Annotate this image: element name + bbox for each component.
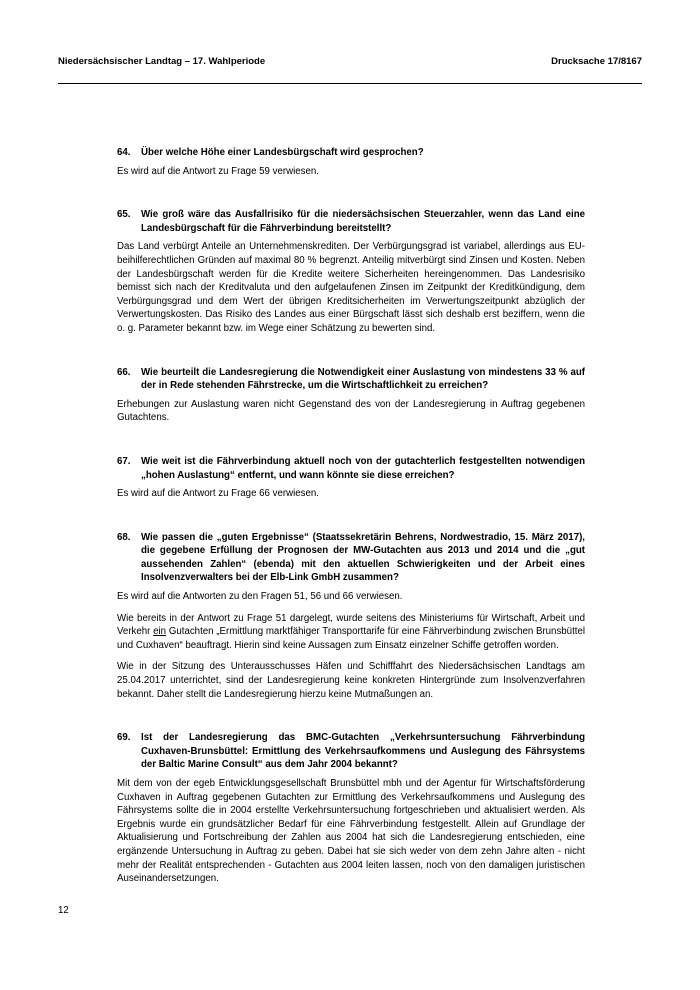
emphasis-text: ein	[153, 626, 167, 638]
question	[117, 146, 585, 160]
answer-paragraph: Es wird auf die Antworten zu den Fragen 51, 56 und 66 verwiesen.	[117, 591, 403, 603]
question-text: Wie beurteilt die Landesregierung die Notwendigkeit einer Auslastung von mindestens 33 % auf der in Rede stehenden Fährstrecke, um die Wirtschaftlichkeit zu erreichen?	[141, 366, 585, 392]
header-title: Niedersächsischer Landtag – 17. Wahlperiode	[58, 56, 266, 67]
qa-item-66	[117, 366, 585, 425]
question-number: 65.	[117, 209, 131, 221]
question	[117, 208, 585, 235]
answer-text: Wie bereits in der Antwort zu Frage 51 dargelegt, wurde seitens des Ministeriums für Wirtschaft, Arbeit und Verkehr	[117, 612, 585, 638]
question-text: Ist der Landesregierung das BMC-Gutachten „Verkehrsuntersuchung Fährverbindung Cuxhaven-Brunsbüttel: Ermittlung des Verkehrsaufkommens und Auslegung des Fährsystems der Baltic Marine Consult“ aus dem Jahr 2004 bekannt?	[141, 732, 585, 771]
page-header	[58, 56, 642, 70]
question	[117, 455, 585, 482]
answer-paragraph: Erhebungen zur Auslastung waren nicht Gegenstand des von der Landesregierung in Auftrag gegebenen Gutachtens.	[117, 398, 585, 424]
question-number: 66.	[117, 366, 131, 378]
qa-item-64	[117, 146, 585, 178]
question-number: 68.	[117, 531, 131, 543]
answer-paragraph: Es wird auf die Antwort zu Frage 66 verwiesen.	[117, 488, 319, 500]
answer-paragraph: Es wird auf die Antwort zu Frage 59 verwiesen.	[117, 165, 319, 177]
qa-item-68	[117, 531, 585, 702]
question	[117, 366, 585, 393]
answer-text: Gutachten „Ermittlung marktfähiger Transporttarife für eine Fährverbindung zwischen Brunsbüttel und Cuxhaven“ beauftragt. Hierin sind keine Aussagen zum Einsatz einzelner Schiffe getroffen worden.	[117, 626, 585, 651]
qa-item-67	[117, 455, 585, 501]
qa-item-69	[117, 731, 585, 886]
question-text: Über welche Höhe einer Landesbürgschaft wird gesprochen?	[141, 147, 424, 158]
answer-paragraph	[117, 612, 585, 653]
question	[117, 531, 585, 585]
answer-paragraph: Das Land verbürgt Anteile an Unternehmenskrediten. Der Verbürgungsgrad ist variabel, allerdings aus EU-beihilferechtlichen Gründen auf maximal 80 % begrenzt. Anteilig mitverbürgt sind Zinsen und Kosten. Neben der Landesbürgschaft werden für die Kredite weitere Sicherheiten hereingenommen. Das Landesrisiko bemisst sich nach der Kreditvaluta und den aufgelaufenen Zinsen im Zeitpunkt der Kreditkündigung, dem Verbürgungsgrad und dem Wert der übrigen Kreditsicherheiten im Verwertungszeitpunkt abzüglich der Verwertungskosten. Das Risiko des Landes aus einer Bürgschaft lässt sich deshalb erst beziffern, wenn die o. g. Parameter bekannt bzw. im Wege einer Schätzung zu bewerten sind.	[117, 241, 585, 334]
question-text: Wie groß wäre das Ausfallrisiko für die niedersächsischen Steuerzahler, wenn das Land eine Landesbürgschaft für die Fährverbindung bereitstellt?	[141, 209, 585, 234]
question-number: 67.	[117, 455, 131, 467]
document-number: Drucksache 17/8167	[551, 56, 642, 67]
question-number: 69.	[117, 732, 131, 744]
question	[117, 731, 585, 772]
qa-item-65	[117, 208, 585, 335]
question-text: Wie passen die „guten Ergebnisse“ (Staatssekretärin Behrens, Nordwestradio, 15. März 2017), die gegebene Erfüllung der Prognosen der MW-Gutachten aus 2013 und 2014 und die „gut aussehenden Zahlen“ (ebenda) mit den aktuellen Schwierigkeiten und der Arbeit eines Insolvenzverwalters bei der Elb-Link GmbH zusammen?	[141, 531, 585, 584]
page-number: 12	[58, 905, 69, 916]
question-number: 64.	[117, 147, 131, 158]
answer-paragraph: Wie in der Sitzung des Unterausschusses Häfen und Schifffahrt des Niedersächsischen Landtags am 25.04.2017 unterrichtet, sind der Landesregierung keine konkreten Hintergründe zum Insolvenzverfahren bekannt. Daher stellt die Landesregierung hierzu keine Mutmaßungen an.	[117, 661, 585, 700]
document-body	[117, 146, 585, 916]
question-text: Wie weit ist die Fährverbindung aktuell noch von der gutachterlich festgestellten notwendigen „hohen Auslastung“ entfernt, und wann könnte sie diese erreichen?	[141, 455, 585, 481]
answer-paragraph: Mit dem von der egeb Entwicklungsgesellschaft Brunsbüttel mbh und der Agentur für Wirtschaftsförderung Cuxhaven in Auftrag gegebenen Gutachten zur Ermittlung des Verkehrsaufkommens und Auslegung des Fährsystems sollte die in 2004 erstellte Verkehrsuntersuchung fortgeschrieben und aktualisiert werden. Als Ergebnis wurde ein grundsätzlicher Bedarf für eine Fährverbindung festgestellt. Allein auf Grundlage der Aktualisierung und Fortschreibung der Zahlen aus 2004 hat sich die Landesregierung entschieden, eine ergänzende Untersuchung in Auftrag zu geben. Dabei hat sie sich weder von dem zehn Jahre alten - nicht mehr der Realität entsprechenden - Gutachten aus 2004 leiten lassen, noch von den damaligen juristischen Auseinandersetzungen.	[117, 778, 585, 885]
header-divider	[58, 83, 642, 84]
